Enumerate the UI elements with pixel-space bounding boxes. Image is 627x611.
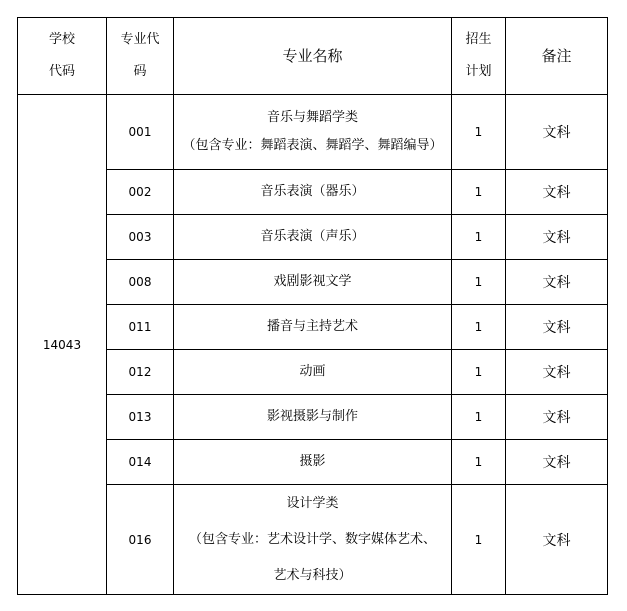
major-code-cell: 013 xyxy=(107,395,174,440)
header-quota xyxy=(452,18,506,95)
remark-cell: 文科 xyxy=(506,170,608,215)
quota-cell: 1 xyxy=(452,395,506,440)
major-name-cell xyxy=(174,170,452,215)
major-code-cell: 014 xyxy=(107,440,174,485)
table-row xyxy=(18,170,608,215)
major-name-line: 影视摄影与制作 xyxy=(266,409,358,424)
major-name-line: （包含专业：艺术设计学、数字媒体艺术、 xyxy=(188,531,436,547)
header-row xyxy=(18,18,608,95)
major-name-cell xyxy=(174,350,452,395)
quota-cell: 1 xyxy=(452,95,506,170)
major-name-line: （包含专业：舞蹈表演、舞蹈学、舞蹈编导） xyxy=(182,138,443,153)
header-quota-line1: 招生 xyxy=(465,32,492,47)
header-quota-line2: 计划 xyxy=(465,64,492,79)
major-code-cell: 012 xyxy=(107,350,174,395)
major-name-cell xyxy=(174,485,452,595)
table-body xyxy=(18,95,608,595)
major-code-cell: 003 xyxy=(107,215,174,260)
major-name-line: 艺术与科技） xyxy=(273,567,352,583)
major-name-line: 播音与主持艺术 xyxy=(266,319,358,334)
quota-cell: 1 xyxy=(452,170,506,215)
table-row xyxy=(18,485,608,595)
table-row xyxy=(18,440,608,485)
major-code-cell: 001 xyxy=(107,95,174,170)
major-name-cell xyxy=(174,395,452,440)
header-school-code-line1: 学校 xyxy=(48,32,75,47)
table-row xyxy=(18,350,608,395)
major-name-cell xyxy=(174,260,452,305)
header-school-code xyxy=(18,18,107,95)
table-row xyxy=(18,305,608,350)
remark-cell: 文科 xyxy=(506,350,608,395)
major-name-cell xyxy=(174,95,452,170)
major-code-cell: 002 xyxy=(107,170,174,215)
header-school-code-line2: 代码 xyxy=(48,64,75,79)
table-row xyxy=(18,260,608,305)
major-name-cell xyxy=(174,440,452,485)
header-major-code-line2: 码 xyxy=(133,64,147,79)
table-row xyxy=(18,395,608,440)
major-name-line: 音乐与舞蹈学类 xyxy=(266,110,358,125)
major-name-line: 动画 xyxy=(299,364,326,379)
major-code-cell: 011 xyxy=(107,305,174,350)
quota-cell: 1 xyxy=(452,215,506,260)
remark-cell: 文科 xyxy=(506,95,608,170)
quota-cell: 1 xyxy=(452,440,506,485)
quota-cell: 1 xyxy=(452,350,506,395)
remark-cell: 文科 xyxy=(506,485,608,595)
remark-cell: 文科 xyxy=(506,260,608,305)
major-code-cell: 008 xyxy=(107,260,174,305)
major-name-line: 音乐表演（声乐） xyxy=(260,229,365,244)
major-name-line: 音乐表演（器乐） xyxy=(260,184,365,199)
quota-cell: 1 xyxy=(452,260,506,305)
table-row xyxy=(18,215,608,260)
quota-cell: 1 xyxy=(452,485,506,595)
remark-cell: 文科 xyxy=(506,305,608,350)
remark-cell: 文科 xyxy=(506,395,608,440)
header-remark: 备注 xyxy=(506,18,608,95)
header-major-name: 专业名称 xyxy=(174,18,452,95)
table-row xyxy=(18,95,608,170)
remark-cell: 文科 xyxy=(506,215,608,260)
major-name-cell xyxy=(174,215,452,260)
school-code-cell: 14043 xyxy=(18,95,107,595)
major-name-line: 设计学类 xyxy=(286,495,339,511)
remark-cell: 文科 xyxy=(506,440,608,485)
major-name-cell xyxy=(174,305,452,350)
quota-cell: 1 xyxy=(452,305,506,350)
header-major-code xyxy=(107,18,174,95)
major-name-line: 戏剧影视文学 xyxy=(273,274,352,289)
enrollment-plan-table xyxy=(17,17,608,595)
major-name-line: 摄影 xyxy=(299,454,326,469)
major-code-cell: 016 xyxy=(107,485,174,595)
header-major-code-line1: 专业代 xyxy=(120,32,160,47)
